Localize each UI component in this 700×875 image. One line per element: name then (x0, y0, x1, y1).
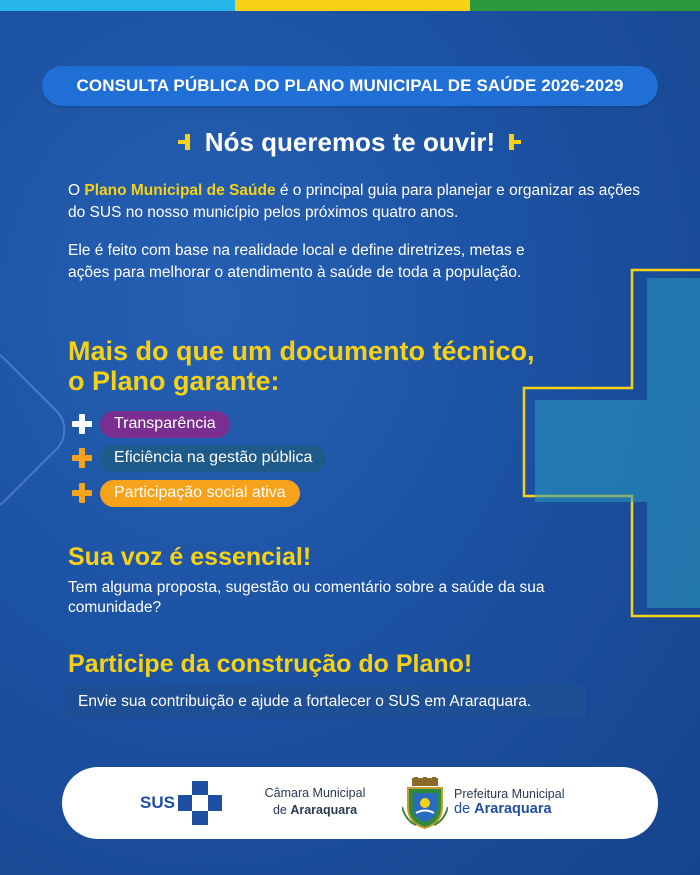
list-item-participation (72, 479, 300, 507)
intro-paragraph-2: Ele é feito com base na realidade local e define diretrizes, metas e ações para melhorar o atendimento à saúde de toda a população. (68, 242, 525, 281)
participate-heading: Participe da construção do Plano! (68, 650, 473, 678)
voice-text: Tem alguma proposta, sugestão ou comentário sobre a saúde da sua comunidade? (68, 579, 545, 616)
guarantees-heading: Mais do que um documento técnico, o Plano garante: (68, 336, 535, 396)
voice-heading: Sua voz é essencial! (68, 543, 312, 571)
plus-icon (72, 483, 92, 503)
list-item-transparency (72, 410, 230, 438)
tagline (0, 122, 700, 162)
header-title: CONSULTA PÚBLICA DO PLANO MUNICIPAL DE SAÚDE 2026-2029 (42, 66, 658, 106)
prefeitura-logo-text: Prefeitura Municipal de Araraquara (454, 787, 565, 817)
pill-efficiency: Eficiência na gestão pública (100, 445, 326, 472)
pill-transparency: Transparência (100, 411, 230, 438)
quote-mark-left-icon (175, 131, 195, 153)
plus-icon (72, 448, 92, 468)
sus-label: SUS (140, 793, 175, 812)
sus-cross-icon (178, 781, 222, 825)
plan-name-highlight: Plano Municipal de Saúde (84, 182, 276, 199)
city-crest-icon (402, 777, 448, 829)
top-color-stripe (0, 0, 700, 11)
pill-participation: Participação social ativa (100, 480, 300, 507)
stripe-blue (0, 0, 235, 11)
footer-logos (62, 767, 658, 839)
sus-logo (140, 781, 222, 825)
stripe-green (470, 0, 700, 11)
cta-box: Envie sua contribuição e ajude a fortalecer o SUS em Araraquara. (66, 686, 586, 718)
intro-paragraph-1: O Plano Municipal de Saúde é o principal guia para planejar e organizar as ações do SUS no nosso município pelos próximos quatro anos. (68, 182, 641, 221)
quote-mark-right-icon (505, 131, 525, 153)
tagline-text: Nós queremos te ouvir! (204, 126, 496, 157)
decorative-cross-fill-icon (535, 278, 700, 608)
stripe-yellow (235, 0, 470, 11)
camara-logo-text: Câmara Municipal de Araraquara (264, 786, 366, 817)
plus-icon (72, 414, 92, 434)
list-item-efficiency (72, 444, 326, 472)
